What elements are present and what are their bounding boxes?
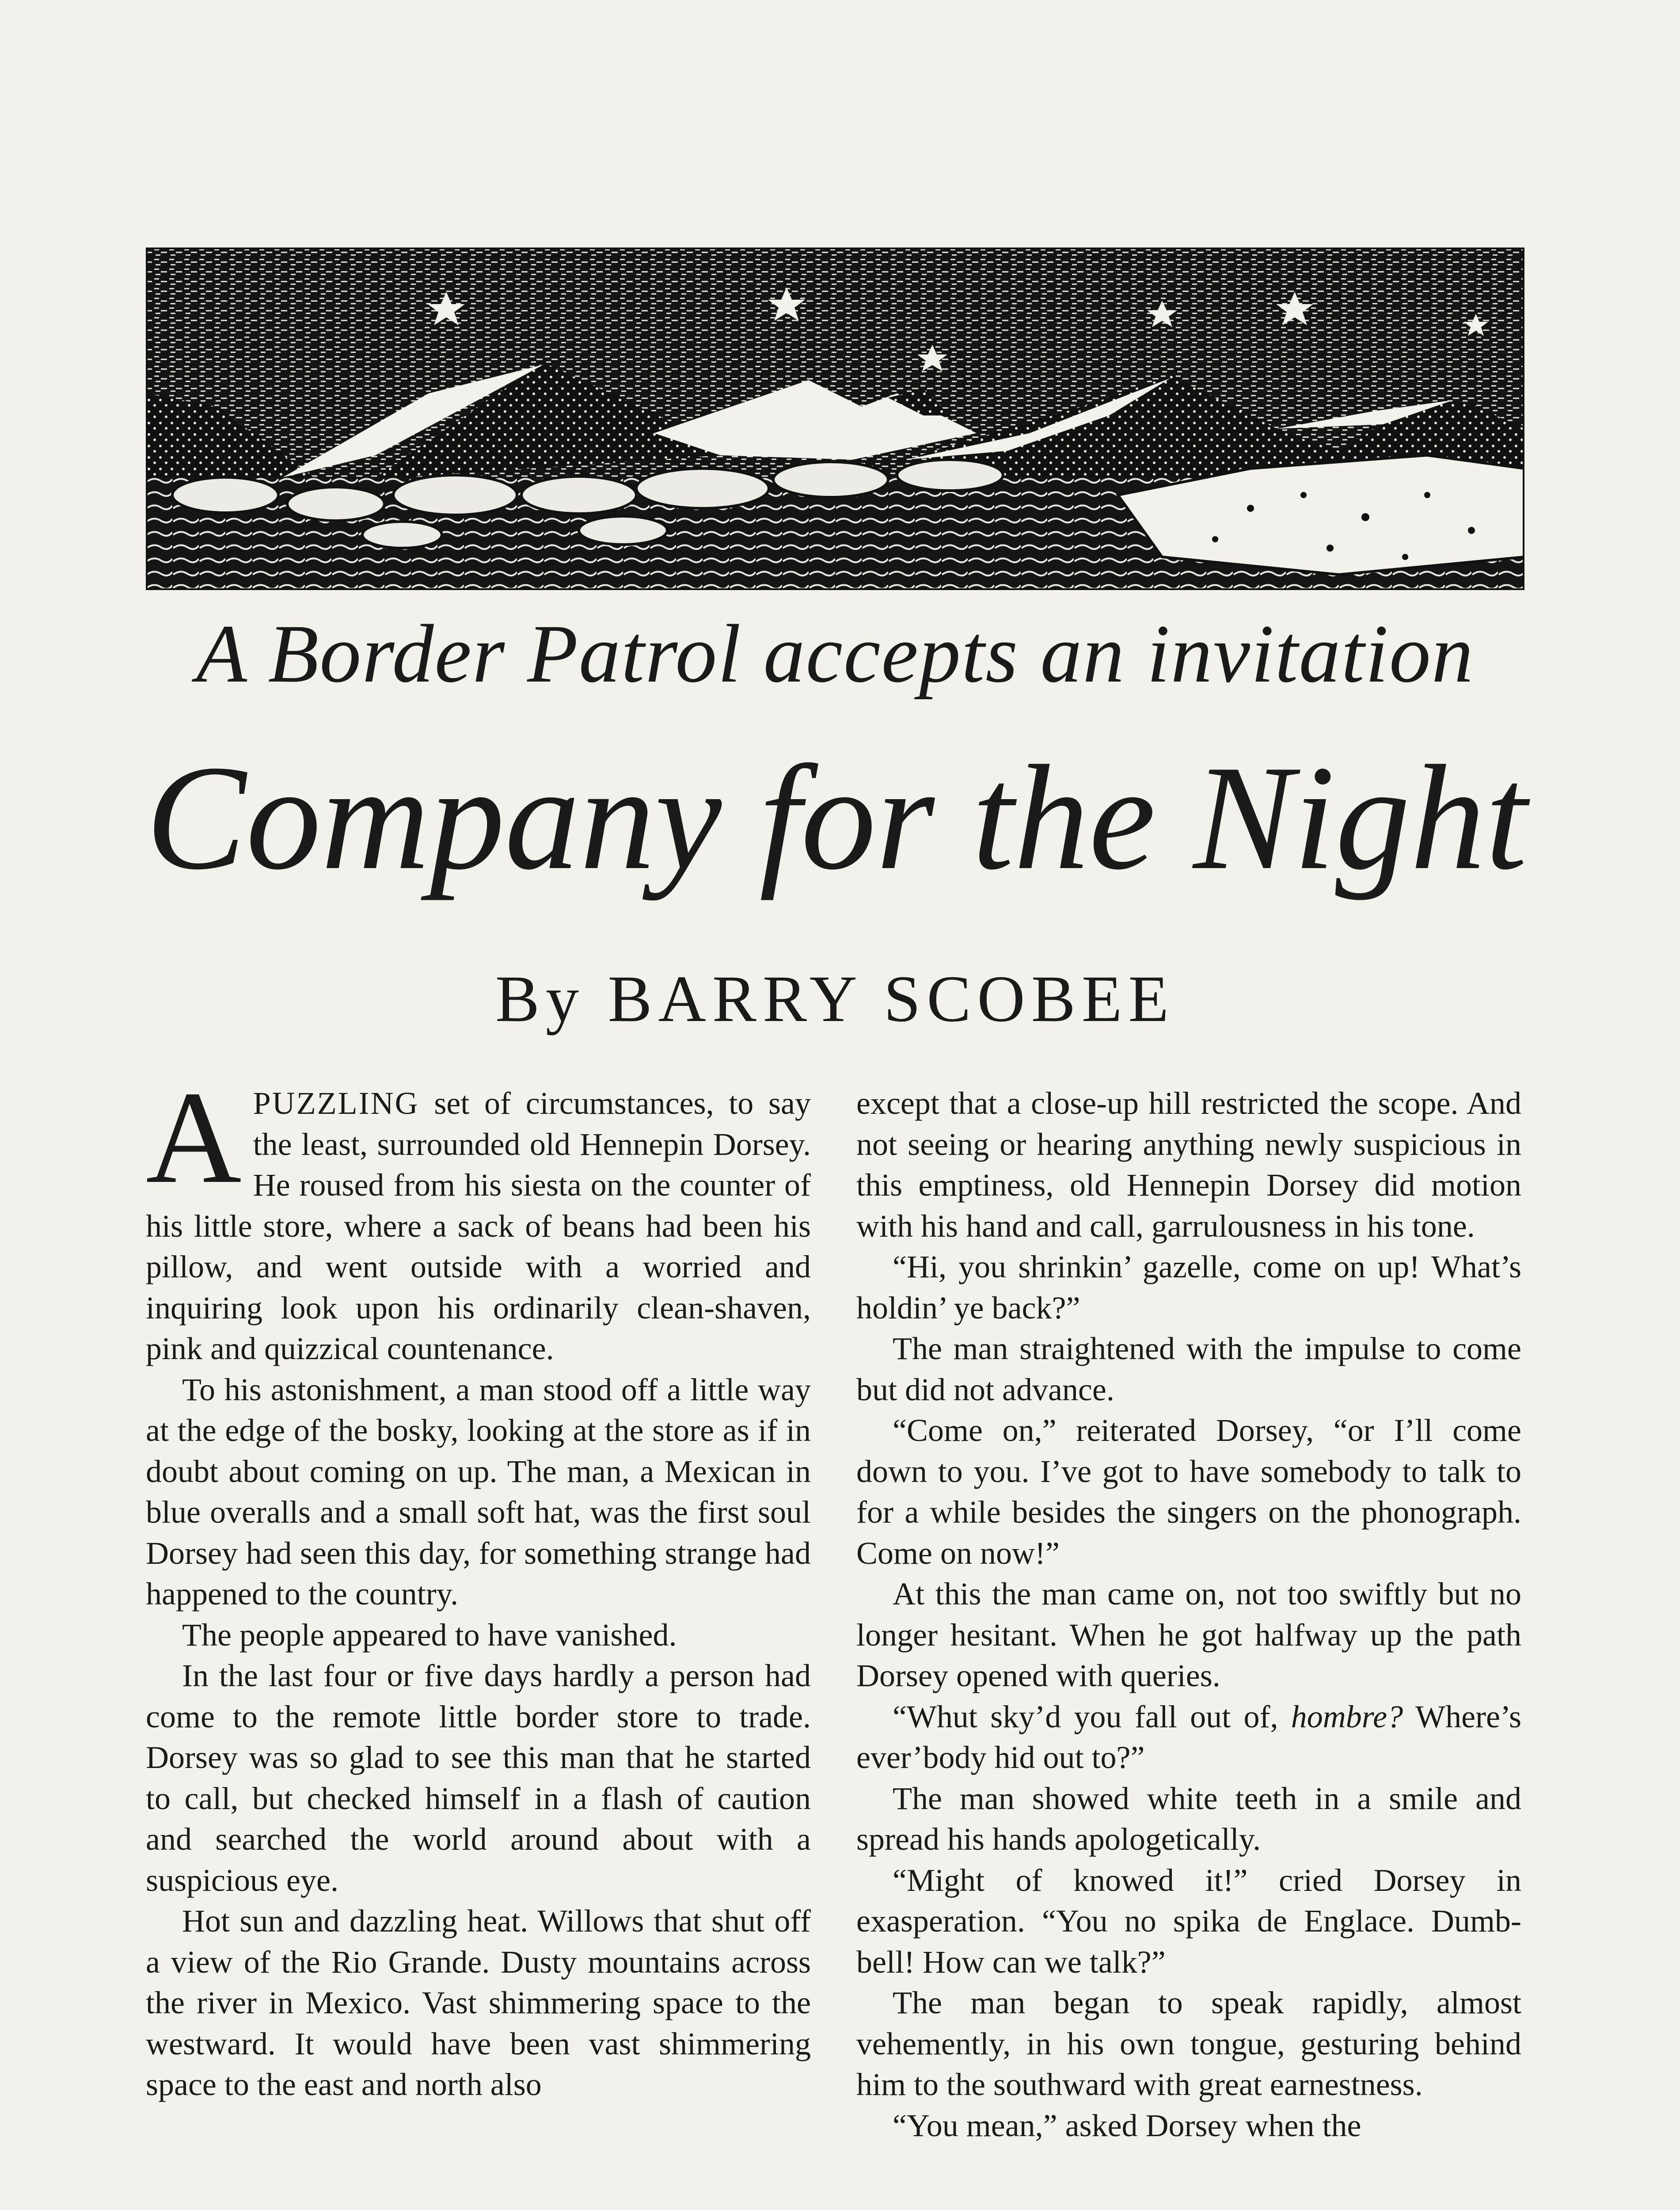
paragraph: To his astonishment, a man stood off a little way at the edge of the bosky, looking at the store as if in doubt about coming on up. The man, a Mexican in blue overalls and a small soft hat, was the first soul Dorsey had seen this day, for something strange had happened to the country. bbox=[146, 1372, 811, 1612]
mountain-landscape-image bbox=[146, 248, 1524, 590]
paragraph: “Might of knowed it!” cried Dorsey in exasperation. “You no spika de Englace. Dumb-bell! How can we talk?” bbox=[856, 1862, 1521, 1980]
paragraph: In the last four or five days hardly a person had come to the remote little border store to trade. Dorsey was so glad to see this man that he started to call, but checked himself in a flash of caution and searched the world around about with a suspicious eye. bbox=[146, 1658, 811, 1898]
paragraph bbox=[856, 1696, 1521, 1778]
paragraph: At this the man came on, not too swiftly but no longer hesitant. When he got halfway up the path Dorsey opened with queries. bbox=[856, 1576, 1521, 1693]
text-column-left bbox=[146, 1064, 811, 2105]
drop-cap: A bbox=[146, 1064, 242, 1211]
italic-word: hombre? bbox=[1291, 1699, 1403, 1734]
lead-word: PUZZLING bbox=[253, 1086, 419, 1121]
paragraph: The people appeared to have vanished. bbox=[182, 1617, 677, 1653]
article-byline: By BARRY SCOBEE bbox=[495, 962, 1175, 1036]
paragraph: The man showed white teeth in a smile and spread his hands apologetically. bbox=[856, 1780, 1521, 1857]
lead-paragraph bbox=[146, 1064, 811, 1369]
paragraph: except that a close-up hill restricted the scope. And not seeing or hearing anything newly suspicious in this emptiness, old Hennepin Dorsey did motion with his hand and call, garrulousness in his tone. bbox=[856, 1086, 1521, 1244]
mountain-woodcut-illustration bbox=[146, 248, 1524, 590]
text-column-right bbox=[856, 1083, 1521, 2146]
paragraph: “Hi, you shrinkin’ gazelle, come on up! What’s holdin’ ye back?” bbox=[856, 1249, 1521, 1326]
quote-text: Where’s ever’body hid out to?” bbox=[856, 1699, 1521, 1775]
paragraph: “You mean,” asked Dorsey when the bbox=[893, 2107, 1361, 2143]
paragraph: The man straightened with the impulse to come but did not advance. bbox=[856, 1331, 1521, 1407]
lead-paragraph-text: set of circumstances, to say the least, surrounded old Hennepin Dorsey. He roused from his siesta on the counter of his little store, where a sack of beans had been his pillow, and went outside with a worried and inquiring look upon his ordinarily clean-shaven, pink and quizzical countenance. bbox=[146, 1086, 811, 1366]
paragraph: Hot sun and dazzling heat. Willows that shut off a view of the Rio Grande. Dusty mountains across the river in Mexico. Vast shimmering space to the westward. It would have been vast shimmering space to the east and north also bbox=[146, 1903, 811, 2102]
quote-text: “Whut sky’d you fall out of, bbox=[893, 1699, 1291, 1734]
article-kicker: A Border Patrol accepts an invitation bbox=[196, 607, 1474, 700]
paragraph: “Come on,” reiterated Dorsey, “or I’ll come down to you. I’ve got to have somebody to talk to for a while besides the singers on the phonograph. Come on now!” bbox=[856, 1413, 1521, 1571]
paragraph: The man began to speak rapidly, almost vehemently, in his own tongue, gesturing behind him to the southward with great earnestness. bbox=[856, 1985, 1521, 2102]
article-title: Company for the Night bbox=[146, 734, 1528, 901]
